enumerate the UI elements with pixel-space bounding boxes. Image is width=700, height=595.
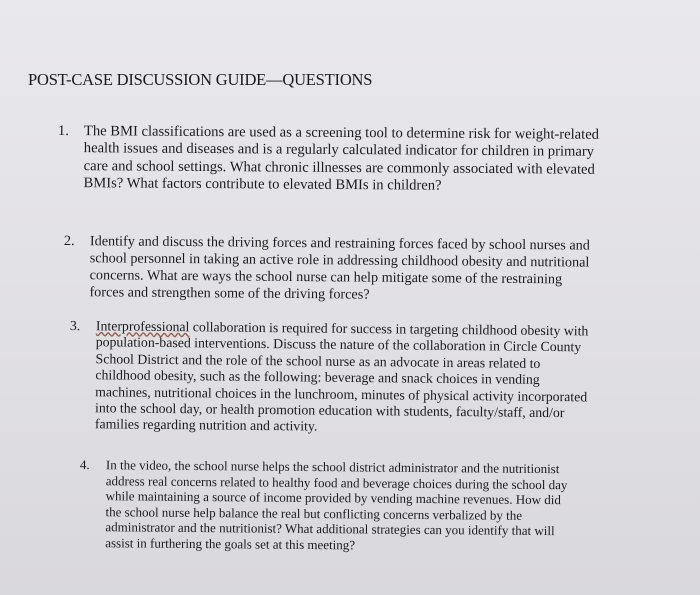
text-line: In the video, the school nurse helps the school district administrator and the nutritionist — [105, 457, 560, 477]
question-1 — [57, 123, 678, 194]
text-line: into the school day, or health promotion education with students, faculty/staff, and/or — [94, 400, 565, 421]
text-line: care and school settings. What chronic illnesses are commonly associated with elevated — [83, 157, 595, 178]
text-line: health issues and diseases and is a regularly calculated indicator for children in primary — [83, 140, 595, 161]
question-4 — [79, 457, 650, 553]
text-line: The BMI classifications are used as a screening tool to determine risk for weight-related — [83, 123, 600, 143]
question-number: 1. — [57, 123, 69, 140]
text-line: address real concerns related to healthy food and beverage choices during the school day — [105, 472, 568, 492]
question-number: 2. — [63, 233, 75, 250]
text-line: while maintaining a source of income provided by vending machine revenues. How did — [105, 488, 561, 508]
text-line: administrator and the nutritionist? What additional strategies can you identify that will — [105, 519, 555, 539]
text-line: Identify and discuss the driving forces and restraining forces faced by school nurses and — [89, 233, 590, 254]
text-line: population-based interventions. Discuss the nature of the collaboration in Circle County — [95, 334, 582, 355]
text-line: BMIs? What factors contribute to elevated BMIs in children? — [83, 175, 442, 194]
question-text — [95, 318, 589, 438]
text-line: School District and the role of the school nurse as an advocate in areas related to — [95, 351, 541, 371]
text-line: concerns. What are ways the school nurse can help mitigate some of the restraining — [89, 267, 563, 288]
question-3 — [69, 318, 660, 435]
text-line: childhood obesity, such as the following: beverage and snack choices in vending — [95, 367, 540, 388]
page-title: POST-CASE DISCUSSION GUIDE—QUESTIONS — [28, 70, 373, 89]
underlined-word: Interprofessional — [95, 318, 190, 335]
question-text — [105, 457, 567, 555]
text-line: forces and strengthen some of the driving forces? — [89, 284, 370, 303]
question-2 — [63, 233, 669, 303]
text-line: school personnel in taking an active role in addressing childhood obesity and nutritional — [89, 250, 590, 271]
question-number: 4. — [79, 457, 90, 473]
text-line: machines, nutritional choices in the lunchroom, minutes of physical activity incorporated — [95, 383, 588, 405]
text-line: families regarding nutrition and activity. — [94, 416, 318, 435]
question-number: 3. — [69, 318, 81, 334]
question-text — [84, 123, 600, 196]
text-line: assist in furthering the goals set at this meeting? — [105, 535, 356, 553]
text-line-rest: collaboration is required for success in targeting childhood obesity with — [189, 319, 589, 339]
text-line: the school nurse help balance the real but conflicting concerns verbalized by the — [105, 504, 523, 523]
question-text — [89, 233, 590, 305]
